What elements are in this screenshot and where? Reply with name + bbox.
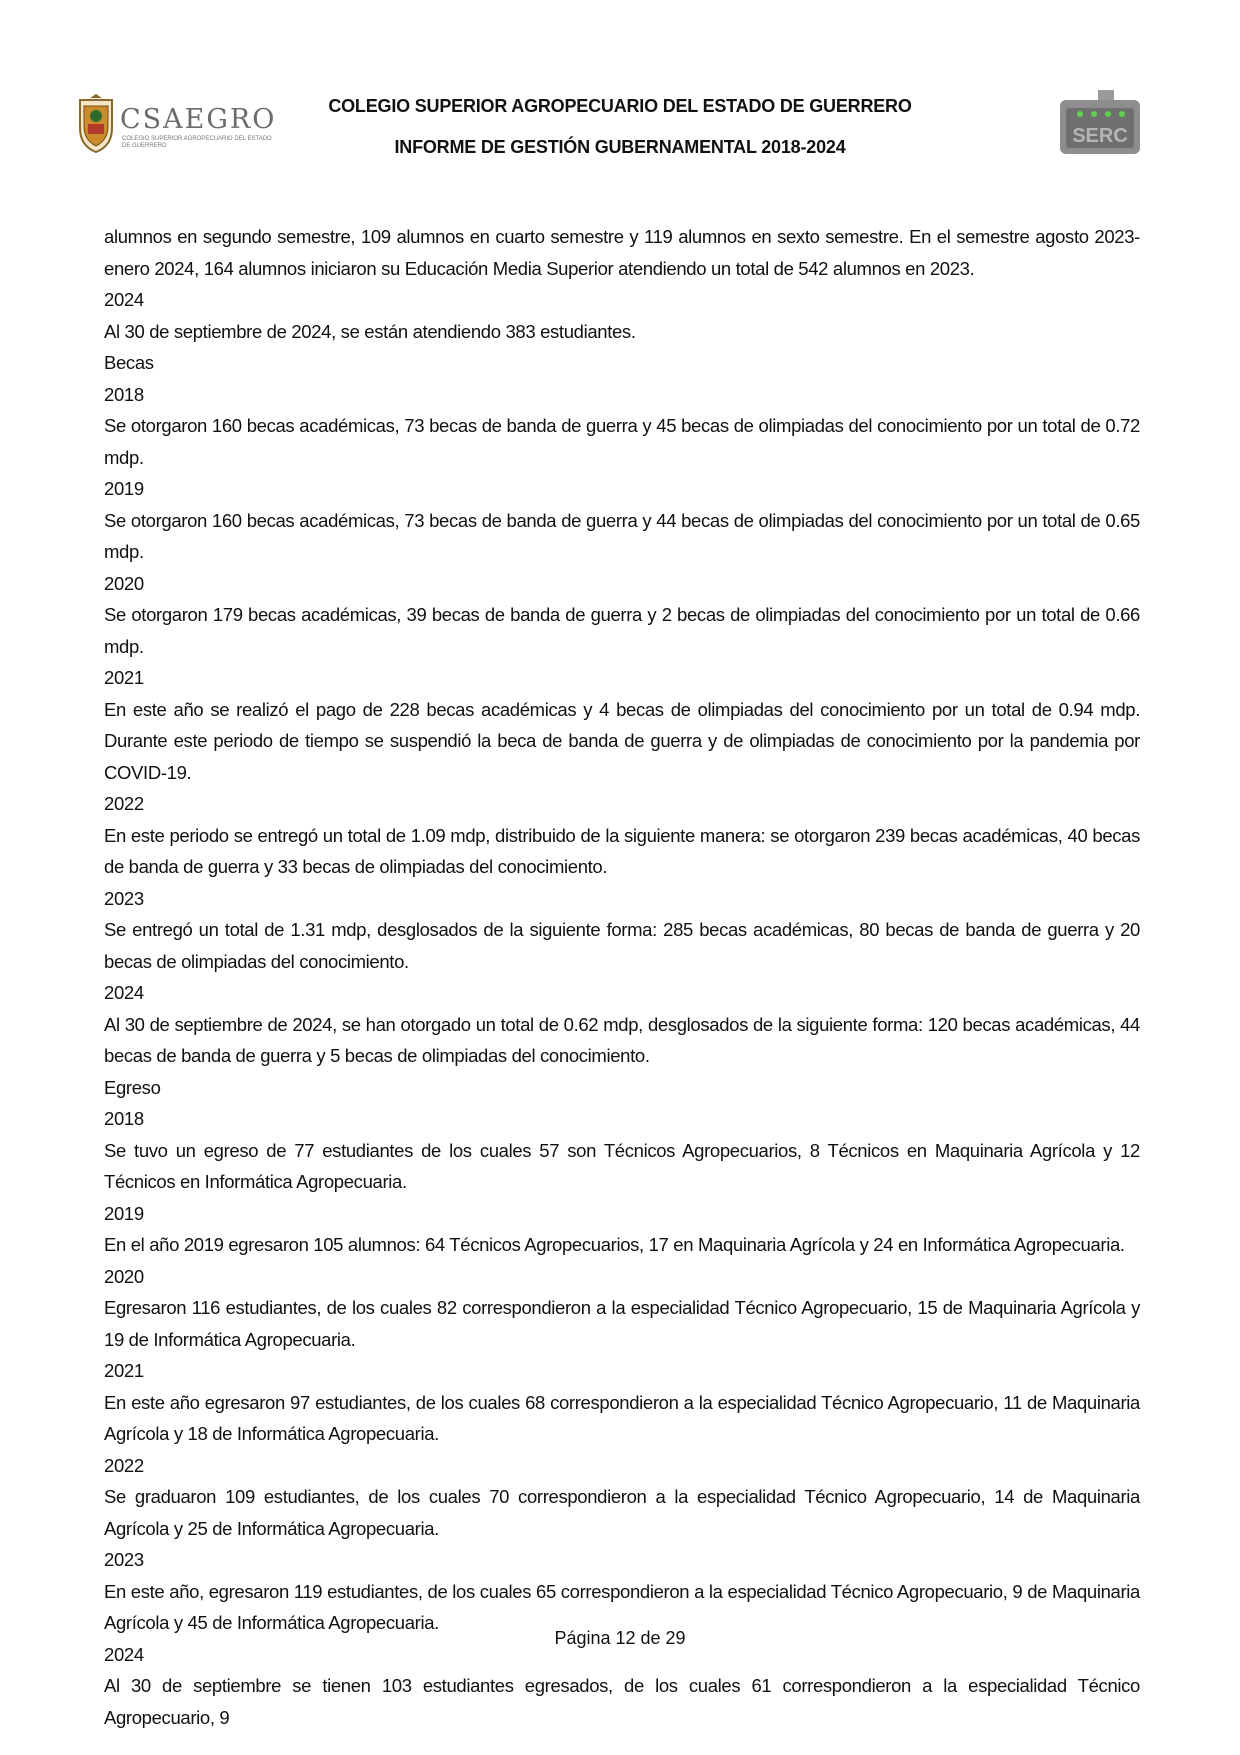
becas-paragraph: Se entregó un total de 1.31 mdp, desglosados de la siguiente forma: 285 becas académicas, 80 becas de banda de guerra y 20 becas de olimpiadas del conocimiento. xyxy=(104,919,1140,972)
egreso-paragraph: En este año egresaron 97 estudiantes, de los cuales 68 correspondieron a la especialidad Técnico Agropecuario, 11 de Maquinaria Agrícola y 18 de Informática Agropecuaria. xyxy=(104,1391,1140,1444)
intro-year-paragraph: Al 30 de septiembre de 2024, se están atendiendo 383 estudiantes. xyxy=(104,320,636,342)
becas-year: 2022 xyxy=(104,793,144,814)
egreso-paragraph: Egresaron 116 estudiantes, de los cuales 82 correspondieron a la especialidad Técnico Agropecuario, 15 de Maquinaria Agrícola y 19 de Informática Agropecuaria. xyxy=(104,1297,1140,1350)
egreso-year: 2024 xyxy=(104,1643,144,1665)
becas-paragraph: Se otorgaron 160 becas académicas, 73 becas de banda de guerra y 45 becas de olimpiadas del conocimiento por un total de 0.72 mdp. xyxy=(104,415,1140,468)
intro-paragraph: alumnos en segundo semestre, 109 alumnos en cuarto semestre y 119 alumnos en sexto semestre. En el semestre agosto 2023-enero 2024, 164 alumnos iniciaron su Educación Media Superior atendiendo un total de 542 alumnos en 2023. xyxy=(104,226,1140,279)
egreso-year: 2020 xyxy=(104,1265,144,1287)
logo-subtext: COLEGIO SUPERIOR AGROPECUARIO DEL ESTADO DE GUERRERO xyxy=(122,136,272,149)
becas-year: 2023 xyxy=(104,887,144,909)
egreso-paragraph: Al 30 de septiembre se tienen 103 estudiantes egresados, de los cuales 61 correspondieron a la especialidad Técnico Agropecuario, 9 xyxy=(104,1675,1140,1728)
egreso-year: 2018 xyxy=(104,1108,144,1129)
serc-logo-text: SERC xyxy=(1072,125,1128,147)
becas-year: 2020 xyxy=(104,572,144,594)
section-title-becas: Becas xyxy=(104,352,154,373)
egreso-year: 2023 xyxy=(104,1549,144,1570)
becas-year: 2019 xyxy=(104,478,144,499)
becas-list xyxy=(104,379,1140,1072)
csaegro-logo xyxy=(76,94,277,156)
page-number: Página 12 de 29 xyxy=(554,1628,686,1648)
header-title: COLEGIO SUPERIOR AGROPECUARIO DEL ESTADO DE GUERRERO xyxy=(328,96,912,116)
becas-paragraph: Se otorgaron 160 becas académicas, 73 becas de banda de guerra y 44 becas de olimpiadas del conocimiento por un total de 0.65 mdp. xyxy=(104,509,1140,562)
becas-year: 2018 xyxy=(104,383,144,405)
document-body xyxy=(104,221,1140,1733)
section-title-egreso: Egreso xyxy=(104,1076,161,1098)
egreso-year: 2022 xyxy=(104,1454,144,1476)
logo-wordmark: CSAEGRO xyxy=(120,104,277,135)
becas-paragraph: En este periodo se entregó un total de 1.09 mdp, distribuido de la siguiente manera: se otorgaron 239 becas académicas, 40 becas de banda de guerra y 33 becas de olimpiadas del conocimiento. xyxy=(104,824,1140,877)
egreso-year: 2021 xyxy=(104,1360,144,1381)
becas-paragraph: En este año se realizó el pago de 228 becas académicas y 4 becas de olimpiadas del conocimiento por un total de 0.94 mdp. Durante este periodo de tiempo se suspendió la beca de banda de guerra y de olimpiadas de conocimiento por la pandemia por COVID-19. xyxy=(104,698,1140,783)
page-header xyxy=(0,0,1240,200)
becas-year: 2024 xyxy=(104,982,144,1003)
becas-paragraph: Se otorgaron 179 becas académicas, 39 becas de banda de guerra y 2 becas de olimpiadas del conocimiento por un total de 0.66 mdp. xyxy=(104,604,1140,657)
becas-year: 2021 xyxy=(104,667,144,688)
intro-year-heading: 2024 xyxy=(104,289,144,310)
serc-logo-icon xyxy=(1058,90,1142,156)
crest-icon xyxy=(76,94,116,154)
egreso-year: 2019 xyxy=(104,1202,144,1224)
egreso-paragraph: En este año, egresaron 119 estudiantes, de los cuales 65 correspondieron a la especialidad Técnico Agropecuario, 9 de Maquinaria Agrícola y 45 de Informática Agropecuaria. xyxy=(104,1580,1140,1633)
header-subtitle: INFORME DE GESTIÓN GUBERNAMENTAL 2018-2024 xyxy=(394,137,846,157)
egreso-paragraph: En el año 2019 egresaron 105 alumnos: 64 Técnicos Agropecuarios, 17 en Maquinaria Agrícola y 24 en Informática Agropecuaria. xyxy=(104,1234,1125,1255)
becas-paragraph: Al 30 de septiembre de 2024, se han otorgado un total de 0.62 mdp, desglosados de la siguiente forma: 120 becas académicas, 44 becas de banda de guerra y 5 becas de olimpiadas del conocimiento. xyxy=(104,1013,1140,1066)
egreso-paragraph: Se graduaron 109 estudiantes, de los cuales 70 correspondieron a la especialidad Técnico Agropecuario, 14 de Maquinaria Agrícola y 25 de Informática Agropecuaria. xyxy=(104,1486,1140,1539)
egreso-paragraph: Se tuvo un egreso de 77 estudiantes de los cuales 57 son Técnicos Agropecuarios, 8 Técnicos en Maquinaria Agrícola y 12 Técnicos en Informática Agropecuaria. xyxy=(104,1139,1140,1192)
